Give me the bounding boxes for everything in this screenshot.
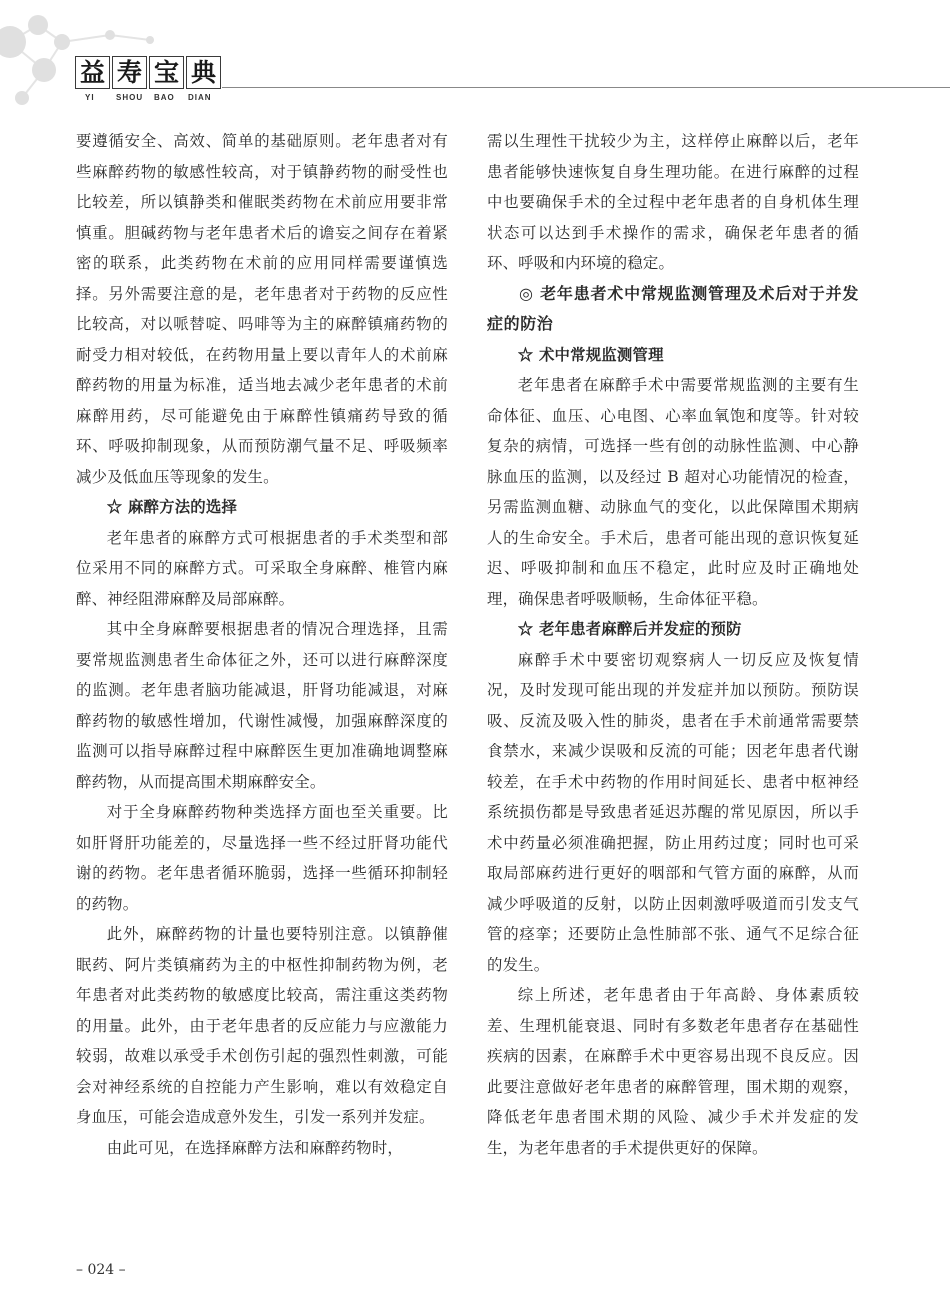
brand-char-3: 宝 bbox=[149, 56, 184, 89]
paragraph: 老年患者在麻醉手术中需要常规监测的主要有生命体征、血压、心电图、心率血氧饱和度等。针对较复杂的病情，可选择一些有创的动脉性监测、中心静脉血压的监测，以及经过 B 超对心功能情况的检查，另需监测血糖、动脉血气的变化，以此保障围术期病人的生命安全。手术后，患者可能出现的意识恢复延迟、呼吸抑制和血压不稳定，此时应及时正确地处理，确保患者呼吸顺畅，生命体征平稳。 bbox=[487, 376, 859, 608]
brand-char-1: 益 bbox=[75, 56, 110, 89]
paragraph: 由此可见，在选择麻醉方法和麻醉药物时， bbox=[106, 1138, 404, 1157]
paragraph: 综上所述，老年患者由于年高龄、身体素质较差、生理机能衰退、同时有多数老年患者存在基础性疾病的因素，在麻醉手术中更容易出现不良反应。因此要注意做好老年患者的麻醉管理，围术期的观察，降低老年患者围术期的风险、减少手术并发症的发生，为老年患者的手术提供更好的保障。 bbox=[487, 986, 859, 1157]
brand-char-4: 典 bbox=[186, 56, 221, 89]
header-rule bbox=[222, 87, 950, 88]
paragraph: 需以生理性干扰较少为主，这样停止麻醉以后，老年患者能够快速恢复自身生理功能。在进行麻醉的过程中也要确保手术的全过程中老年患者的自身机体生理状态可以达到手术操作的需求，确保老年患者的循环、呼吸和内环境的稳定。 bbox=[487, 132, 859, 272]
right-column bbox=[487, 126, 859, 1163]
paragraph: 老年患者的麻醉方式可根据患者的手术类型和部位采用不同的麻醉方式。可采取全身麻醉、椎管内麻醉、神经阻滞麻醉及局部麻醉。 bbox=[76, 528, 448, 608]
brand-title bbox=[75, 56, 221, 89]
brand-pinyin-3: BAO bbox=[154, 93, 175, 102]
paragraph: 要遵循安全、高效、简单的基础原则。老年患者对有些麻醉药物的敏感性较高，对于镇静药物的耐受性也比较差，所以镇静类和催眠类药物在术前应用要非常慎重。胆碱药物与老年患者术后的谵妄之间存在着紧密的联系，此类药物在术前的应用同样需要谨慎选择。另外需要注意的是，老年患者对于药物的反应性比较高，对以哌替啶、吗啡等为主的麻醉镇痛药物的耐受力相对较低，在药物用量上要以青年人的术前麻醉药物的用量为标准，适当地去减少老年患者的术前麻醉用药，尽可能避免由于麻醉性镇痛药导致的循环、呼吸抑制现象，从而预防潮气量不足、呼吸频率减少及低血压等现象的发生。 bbox=[76, 132, 448, 486]
brand-char-2: 寿 bbox=[112, 56, 147, 89]
paragraph: 其中全身麻醉要根据患者的情况合理选择，且需要常规监测患者生命体征之外，还可以进行麻醉深度的监测。老年患者脑功能减退，肝肾功能减退，对麻醉药物的敏感性增加，代谢性减慢，加强麻醉深度的监测可以指导麻醉过程中麻醉医生更加准确地调整麻醉药物，从而提高围术期麻醉安全。 bbox=[76, 620, 448, 791]
section-heading: ☆ 术中常规监测管理 bbox=[517, 345, 664, 364]
brand-pinyin-2: SHOU bbox=[116, 93, 144, 102]
brand-pinyin-4: DIAN bbox=[188, 93, 212, 102]
brand-pinyin-1: YI bbox=[85, 93, 95, 102]
left-column bbox=[76, 126, 448, 1163]
paragraph: 对于全身麻醉药物种类选择方面也至关重要。比如肝肾肝功能差的，尽量选择一些不经过肝肾功能代谢的药物。老年患者循环脆弱，选择一些循环抑制轻的药物。 bbox=[76, 803, 448, 913]
paragraph: 麻醉手术中要密切观察病人一切反应及恢复情况，及时发现可能出现的并发症并加以预防。预防误吸、反流及吸入性的肺炎，患者在手术前通常需要禁食禁水，来减少误吸和反流的可能；因老年患者代谢较差，在手术中药物的作用时间延长、患者中枢神经系统损伤都是导致患者延迟苏醒的常见原因，所以手术中药量必须准确把握，防止用药过度；同时也可采取局部麻药进行更好的咽部和气管方面的麻醉，从而减少呼吸道的反射，以防止因刺激呼吸道而引发支气管的痉挛；还要防止急性肺部不张、通气不足综合征的发生。 bbox=[487, 650, 859, 974]
major-heading: ◎ 老年患者术中常规监测管理及术后对于并发症的防治 bbox=[487, 283, 859, 333]
paragraph: 此外，麻醉药物的计量也要特别注意。以镇静催眠药、阿片类镇痛药为主的中枢性抑制药物为例，老年患者对此类药物的敏感度比较高，需注重这类药物的用量。此外，由于老年患者的反应能力与应激能力较弱，故难以承受手术创伤引起的强烈性刺激，可能会对神经系统的自控能力产生影响，难以有效稳定自身血压，可能会造成意外发生，引发一系列并发症。 bbox=[76, 925, 448, 1126]
page-number: – 024 – bbox=[76, 1262, 126, 1278]
section-heading: ☆ 麻醉方法的选择 bbox=[106, 498, 238, 516]
section-heading: ☆ 老年患者麻醉后并发症的预防 bbox=[517, 620, 742, 638]
